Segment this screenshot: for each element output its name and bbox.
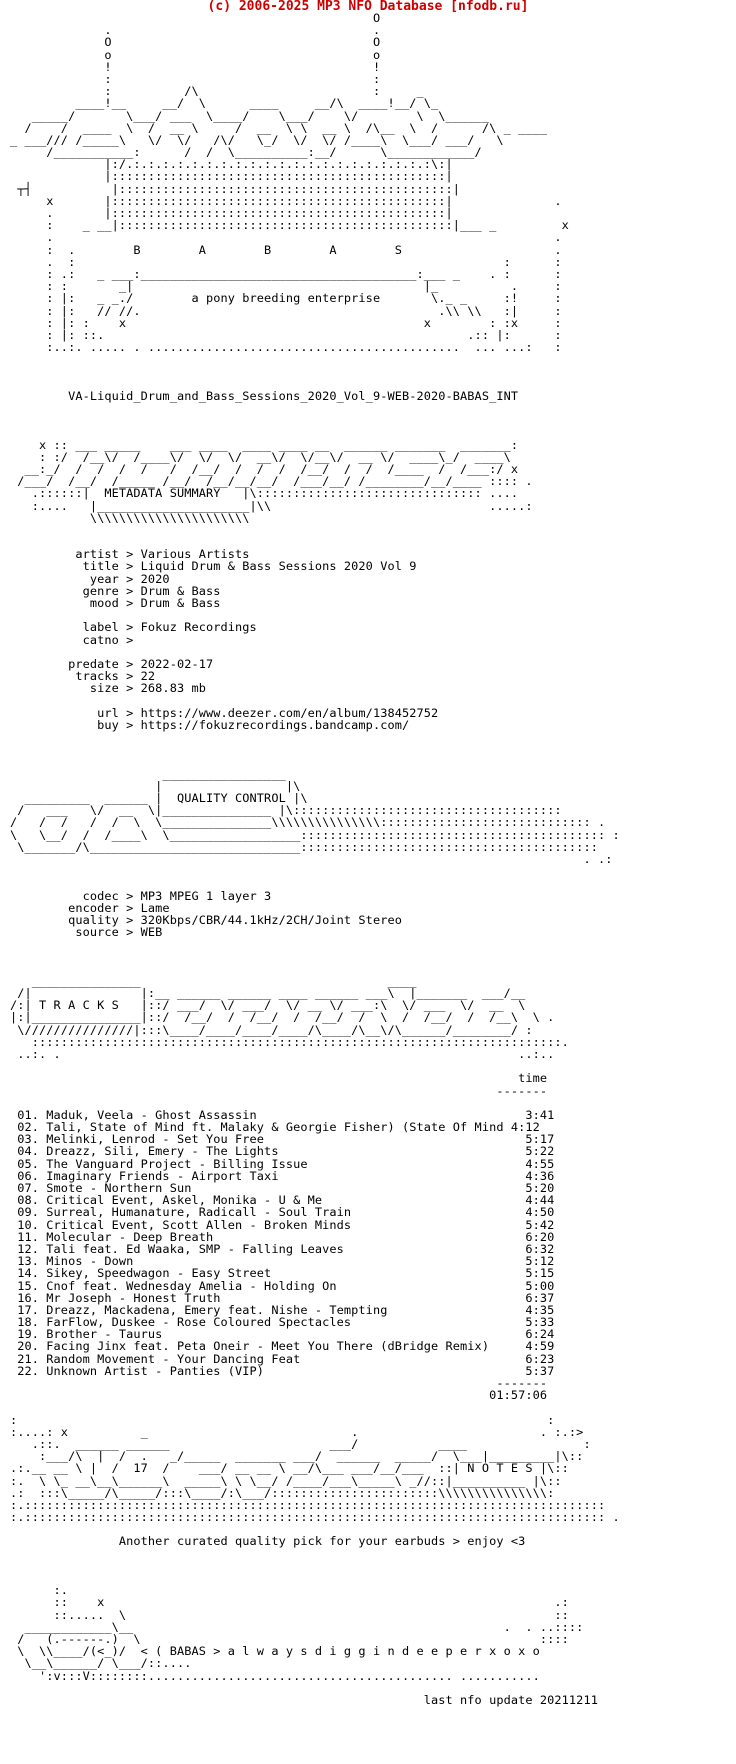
nfo-line: codec > MP3 MPEG 1 layer 3: [10, 888, 272, 903]
nfo-line: /___/ /__/ /_____ /__/ /__/__/__/ /___/__/ /________/__/____ :::: .: [10, 474, 533, 489]
nfo-line: / (.------.) \ ::::: [10, 1631, 569, 1646]
nfo-line: [10, 695, 620, 707]
nfo-line: : . B A B A S .: [10, 242, 562, 257]
nfo-line: quality > 320Kbps/CBR/44.1kHz/2CH/Joint Stereo: [10, 912, 402, 927]
nfo-line: /| |:__ ______ ______ ____ ______ ___\ |_______ ___/__: [10, 986, 526, 1000]
nfo-line: .::::::| METADATA SUMMARY |\::::::::::::::::::::::::::::::: ....: [10, 486, 519, 501]
nfo-ascii-art-document: [10, 12, 620, 1706]
nfo-line: title > Liquid Drum & Bass Sessions 2020 Vol 9: [10, 559, 417, 574]
nfo-line: :..:. ..... . ........................................... ... ...: :: [10, 340, 562, 355]
nfo-line: [10, 755, 620, 767]
nfo-line: \///////////////|:::\____/____/____/____/\____/\__\/\______/________/ :: [10, 1022, 533, 1037]
nfo-line: 01:57:06: [10, 1388, 548, 1403]
nfo-line: |::::::::::::::::::::::::::::::::::::::::::::::|: [10, 169, 453, 184]
nfo-line: -------: [10, 1083, 548, 1098]
nfo-line: \\\\\\\\\\\\\\\\\\\\\\: [10, 510, 250, 525]
nfo-line: / ___ \/ __ \|_______________ |\:::::::::::::::::::::::::::::::::::::: [10, 803, 562, 818]
nfo-line: 14. Sikey, Speedwagon - Easy Street 5:15: [10, 1266, 555, 1281]
nfo-line: 02. Tali, State of Mind ft. Malaky & Georgie Fisher) (State Of Mind 4:12: [10, 1120, 540, 1135]
nfo-line: : /\ : _: [10, 84, 424, 99]
nfo-line: [10, 402, 620, 414]
nfo-line: \ \\____/(<_)/ < ( BABAS > a l w a y s d i g g i n d e e p e r x o x o: [10, 1644, 540, 1659]
nfo-line: [10, 426, 620, 438]
nfo-line: __:_/ / / / / / /__/ / / / /__/ / / /____ / /___:/ x: [10, 461, 519, 476]
nfo-line: ____!__ __/ \ ____ __/\ ____!__/ \_: [10, 96, 439, 111]
nfo-line: 17. Dreazz, Mackadena, Emery feat. Nishe - Tempting 4:35: [10, 1302, 555, 1317]
nfo-line: : : _| |_ . :: [10, 279, 562, 294]
nfo-line: : :: [10, 71, 381, 86]
nfo-line: x :: ___ _____ ___ ____ ____ ____ __ ______ _______ _______:: [10, 437, 519, 452]
nfo-line: : :/ /__\/ /____\/ \/ \/ __\/ \/__\/ __ \/ ____\_/ ____\: [10, 449, 511, 464]
nfo-line: .: :::\_____/\_____/:::\____/:\___/:::::::::::::::::::::::\\\\\\\\\\\\\\\:: [10, 1485, 555, 1500]
nfo-line: :.::::::::::::::::::::::::::::::::::::::::::::::::::::::::::::::::::::::::::::::::: [10, 1497, 606, 1512]
nfo-line: 15. Cnof feat. Wednesday Amelia - Holding On 5:00: [10, 1278, 555, 1293]
nfo-line: time: [10, 1071, 548, 1086]
nfo-line: [10, 950, 620, 962]
nfodb-copyright-header: (c) 2006-2025 MP3 NFO Database [nfodb.ru]: [207, 0, 529, 14]
nfo-line: 20. Facing Jinx feat. Peta Oneir - Meet You There (dBridge Remix) 4:59: [10, 1339, 555, 1354]
nfo-line: source > WEB: [10, 925, 163, 940]
nfo-line: :.... |_____________________|\\ .....:: [10, 498, 533, 513]
nfo-line: [10, 1401, 620, 1413]
nfo-line: 10. Critical Event, Scott Allen - Broken Minds 5:42: [10, 1217, 555, 1232]
nfo-line: [10, 365, 620, 377]
nfo-line: /___________: / / \__________:__/ \____________/: [10, 145, 482, 160]
nfo-line: VA-Liquid_Drum_and_Bass_Sessions_2020_Vol_9-WEB-2020-BABAS_INT: [10, 388, 519, 403]
nfo-line: :....: x _ . . :.:>: [10, 1424, 584, 1439]
nfo-line: 13. Minos - Down 5:12: [10, 1254, 555, 1269]
nfo-line: label > Fokuz Recordings: [10, 620, 257, 635]
nfo-line: . |::::::::::::::::::::::::::::::::::::::::::::::|: [10, 206, 453, 220]
nfo-line: buy > https://fokuzrecordings.bandcamp.com/: [10, 717, 410, 732]
nfo-line: ! !: [10, 59, 381, 74]
nfo-line: \_______/\_____________________________:::::::::::::::::::::::::::::::::::::::::: [10, 839, 598, 854]
nfo-line: ..:. . ..:..: [10, 1046, 555, 1061]
nfo-line: -------: [10, 1376, 548, 1390]
nfo-line: 12. Tali feat. Ed Waaka, SMP - Falling Leaves 6:32: [10, 1241, 555, 1256]
nfo-line: x |::::::::::::::::::::::::::::::::::::::::::::::| .: [10, 193, 562, 208]
nfo-line: 04. Dreazz, Sili, Emery - The Lights 5:22: [10, 1144, 555, 1159]
nfo-line: [10, 524, 620, 536]
nfo-line: 21. Random Movement - Your Dancing Feat 6:23: [10, 1351, 555, 1366]
nfo-line: . .:: [10, 851, 613, 866]
nfo-line: : |: ::. .:: |: :: [10, 327, 562, 342]
nfo-line: [10, 731, 620, 743]
nfo-line: last nfo update 20211211: [10, 1692, 598, 1707]
nfo-line: |:/.:.:.:.:.:.:.:.:.:.:.:.:.:.:.:.:.:.:.:.:.:\:|: [10, 157, 453, 172]
nfo-line: |:|_______________|::/ /__/ / /__/ / /__/ / \ / /__/ / /__\ \ .: [10, 1010, 555, 1025]
nfo-line: [10, 1548, 620, 1560]
nfo-line: : |: // //. .\\ \\ :| :: [10, 303, 562, 318]
nfo-line: 11. Molecular - Deep Breath 6:20: [10, 1229, 555, 1244]
nfo-line: 05. The Vanguard Project - Billing Issue 4:55: [10, 1156, 555, 1171]
nfo-line: | |\: [10, 778, 301, 793]
nfo-line: : |: _ _./ a pony breeding enterprise \._ _ :! :: [10, 291, 562, 306]
nfo-line: url > https://www.deezer.com/en/album/138452752: [10, 705, 439, 720]
nfo-line: 16. Mr Joseph - Honest Truth 6:37: [10, 1290, 555, 1305]
nfo-line: / / / / / \ \_______________\\\\\\\\\\\\\\\::::::::::::::::::::::::::::: .: [10, 815, 606, 830]
nfo-line: [10, 743, 620, 755]
nfo-line: [10, 865, 620, 877]
nfo-line: [10, 938, 620, 950]
nfo-line: genre > Drum & Bass: [10, 583, 221, 598]
nfo-line: .:.__ __ \ | / 17 / ___/ __ __ \ __/\___ ___/__/___ ::| N O T E S |\::: [10, 1461, 569, 1476]
nfo-line: 08. Critical Event, Askel, Monika - U & Me 4:44: [10, 1193, 555, 1208]
nfo-line: O: [10, 11, 381, 25]
nfo-line: _________________: [10, 766, 286, 781]
nfo-line: : |: : x x : :x :: [10, 315, 562, 330]
nfo-line: _____/ \___/ ___ \____/ \___/ \/ \ \______: [10, 108, 490, 123]
nfo-line: _________ ______ | QUALITY CONTROL |\: [10, 791, 308, 805]
nfo-line: /:| T R A C K S |::/ ___/ \/ ___/ \/ __ \/ ___:\ \/ ___ \/ __ \: [10, 998, 526, 1013]
nfo-line: 03. Melinki, Lenrod - Set You Free 5:17: [10, 1132, 555, 1147]
nfo-line: encoder > Lame: [10, 900, 170, 915]
nfo-line: [10, 378, 620, 390]
nfo-line: predate > 2022-02-17: [10, 656, 214, 671]
nfo-line: 01. Maduk, Veela - Ghost Assassin 3:41: [10, 1107, 555, 1122]
nfo-line: size > 268.83 mb: [10, 681, 206, 696]
nfo-line: :___/\ | / . _/_____ _______ ___/ ______ _____/ \___|_________|\::: [10, 1449, 584, 1464]
nfo-line: tracks > 22: [10, 669, 156, 684]
nfo-line: o o: [10, 47, 381, 62]
nfo-line: year > 2020: [10, 571, 170, 586]
nfo-line: : .: _ ___:______________________________________:___ _ . : :: [10, 266, 562, 281]
nfo-line: [10, 877, 620, 889]
nfo-line: 22. Unknown Artist - Panties (VIP) 5:37: [10, 1363, 555, 1378]
nfo-line: [10, 414, 620, 426]
nfo-line: 18. FarFlow, Duskee - Rose Coloured Spectacles 5:33: [10, 1315, 555, 1330]
nfo-line: / / ____ \ / __ \ / __ \ \ __ \ /\__ \ / /\ _ ____: [10, 120, 548, 135]
nfo-line: Another curated quality pick for your earbuds > enjoy <3: [10, 1534, 526, 1549]
nfo-line: _______________ ____: [10, 973, 417, 988]
nfo-line: [10, 353, 620, 365]
nfo-line: 06. Imaginary Friends - Airport Taxi 4:36: [10, 1168, 555, 1183]
nfo-line: \__\______/ \___/::....: [10, 1656, 192, 1671]
nfo-line: \ \__/ / /____\ \__________________:::::::::::::::::::::::::::::::::::::::::: :: [10, 827, 620, 842]
nfo-line: catno >: [10, 632, 134, 647]
nfo-line: _ ___/// /_____\ \/ \/ /\/ \_/ \/ \/ /____\ \___/ ___/ \: [10, 132, 504, 147]
nfo-line: :::::::::::::::::::::::::::::::::::::::::::::::::::::::::::::::::::::::::.: [10, 1034, 569, 1049]
nfo-line: 09. Surreal, Humanature, Radicall - Soul Train 4:50: [10, 1205, 555, 1220]
nfo-line: 19. Brother - Taurus 6:24: [10, 1327, 555, 1342]
nfo-line: artist > Various Artists: [10, 547, 250, 562]
nfo-line: [10, 1572, 620, 1584]
nfo-line: : :: [10, 1412, 555, 1427]
nfo-line: ____________\__ . . ..::::: [10, 1619, 584, 1634]
nfo-line: .::. ______ ______ ___/ ____ :: [10, 1436, 591, 1451]
nfo-line: :.: [10, 1583, 69, 1598]
nfo-line: . .: [10, 23, 381, 38]
nfo-line: ::..... \ ::: [10, 1607, 569, 1622]
nfo-line: [10, 963, 620, 975]
nfo-line: . .: [10, 230, 562, 245]
nfo-line: ┬┤ |::::::::::::::::::::::::::::::::::::::::::::::|: [10, 181, 461, 196]
nfo-line: 07. Smote - Northern Sun 5:20: [10, 1181, 555, 1195]
nfo-line: :. \ \_ __\__\______\ _____\ \ \__/ /____/___\_____\ _//::|__________ |\::: [10, 1473, 562, 1488]
nfo-line: :.:::::::::::::::::::::::::::::::::::::::::::::::::::::::::::::::::::::::::::::::: .: [10, 1510, 620, 1525]
nfo-line: [10, 1560, 620, 1572]
nfo-line: : _ __|::::::::::::::::::::::::::::::::::::::::::::::|___ _ x: [10, 218, 569, 233]
nfo-line: . : : :: [10, 254, 562, 269]
nfo-line: O O: [10, 35, 381, 50]
nfo-line: ':v:::V::::::::.......................................... ...........: [10, 1668, 540, 1683]
nfo-line: mood > Drum & Bass: [10, 596, 221, 610]
nfo-line: :: x .:: [10, 1595, 569, 1610]
